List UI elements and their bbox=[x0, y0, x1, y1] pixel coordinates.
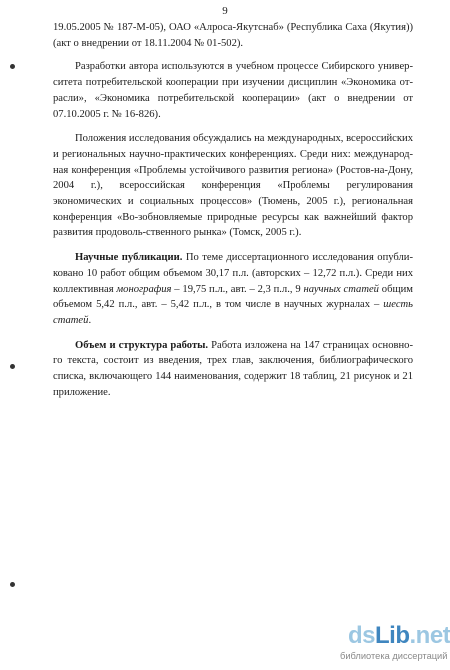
bold-heading: Объем и структура работы. bbox=[75, 339, 209, 351]
dslib-watermark bbox=[340, 622, 450, 666]
text-run: Разработки автора используются в учебном процессе Сибирского универ-ситета потребительской кооперации при изучении дисциплин «Экономика от-расли», «Экономика потребительской кооперации» (акт о внедрении от 07.10.2005 г. № 16-826). bbox=[53, 61, 413, 120]
dslib-caption: библиотека диссертаций bbox=[340, 651, 448, 661]
paragraph-act-continuation bbox=[53, 20, 413, 51]
italic-term: научных статей bbox=[303, 283, 379, 295]
paragraph-structure bbox=[53, 338, 413, 401]
text-run: Работа изложена на 147 страницах основно-го текста, состоит из введения, трех глав, заключения, библиографического списка, включающего 144 наименования, содержит 18 таблиц, 21 рисунок и 21 приложение. bbox=[53, 339, 413, 398]
paragraph-teaching-use bbox=[53, 59, 413, 122]
italic-term: монография bbox=[116, 283, 172, 295]
paragraph-conferences bbox=[53, 131, 413, 241]
binding-hole-middle bbox=[10, 364, 15, 369]
italic-term: шесть статей bbox=[53, 299, 413, 326]
text-run: По теме диссертационного исследования опубли-ковано 10 работ общим объемом 30,17 п.л. (авторских – 12,72 п.л.). Среди них коллективная bbox=[53, 252, 414, 295]
dslib-logo: dsLib.net bbox=[348, 622, 450, 649]
text-run: . bbox=[88, 314, 92, 326]
text-run: Положения исследования обсуждались на международных, всероссийских и региональных научно-практических конференциях. Среди них: международ-ная конференция «Проблемы устойчивого развития региона» (Ростов-на-Дону, 2004 г.), всероссийская конференция «Проблемы регулирования экономических и социальных процессов» (Тюмень, 2005 г.), региональная конференция «Во-зобновляемые природные ресурсы как важнейший фактор развития продоволь-ственного рынка» (Томск, 2005 г.). bbox=[53, 133, 413, 239]
text-run: 19.05.2005 № 187-М-05), ОАО «Алроса-Якутснаб» (Республика Саха (Якутия)) (акт о внедрении от 18.11.2004 № 01-502). bbox=[53, 22, 413, 49]
binding-hole-bottom bbox=[10, 582, 15, 587]
text-run: общим объемом 5,42 п.л., авт. – 5,42 п.л., в том числе в научных журналах – bbox=[53, 283, 414, 311]
body-text bbox=[53, 20, 413, 400]
page-number: 9 bbox=[222, 5, 228, 17]
bold-heading: Научные публикации. bbox=[75, 252, 183, 264]
binding-hole-top bbox=[10, 64, 15, 69]
text-run: – 19,75 п.л., авт. – 2,3 п.л., 9 bbox=[171, 283, 304, 295]
paragraph-publications bbox=[53, 250, 413, 329]
